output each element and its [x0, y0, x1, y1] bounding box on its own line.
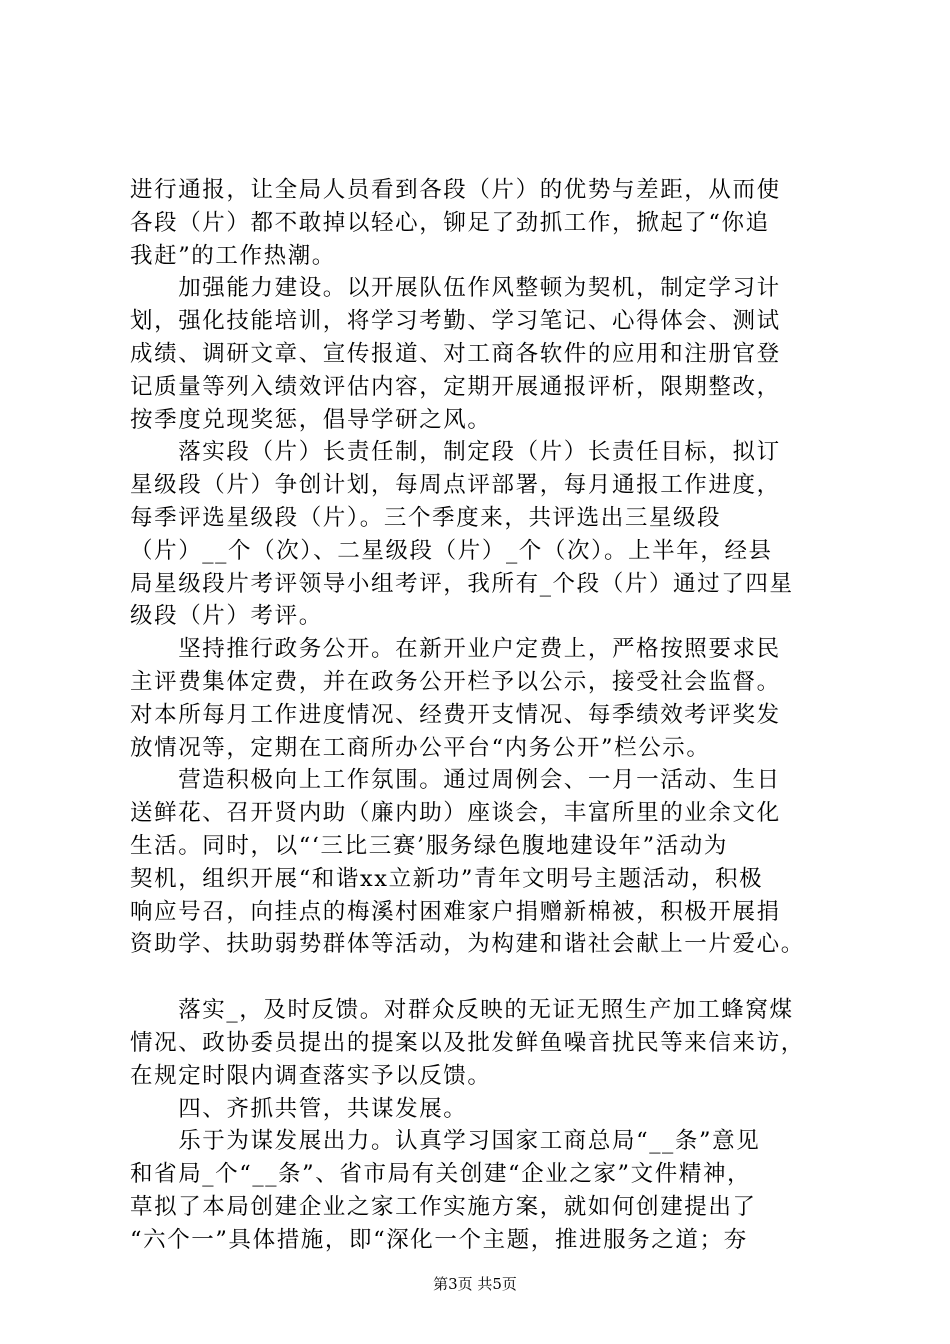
paragraph-gap	[130, 961, 850, 994]
text-line: 成绩、调研文章、宣传报道、对工商各软件的应用和注册官登	[130, 340, 781, 367]
text-line: 局星级段片考评领导小组考评，我所有_个段（片）通过了四星	[130, 570, 794, 597]
text-line: 主评费集体定费，并在政务公开栏予以公示，接受社会监督。	[130, 668, 781, 695]
text-line: 资助学、扶助弱势群体等活动，为构建和谐社会献上一片爱心。	[130, 931, 805, 958]
text-line: 落实段（片）长责任制，制定段（片）长责任目标，拟订	[130, 439, 781, 466]
page-footer	[0, 1274, 950, 1294]
text-line: 草拟了本局创建企业之家工作实施方案，就如何创建提出了	[130, 1193, 757, 1220]
text-line: 坚持推行政务公开。在新开业户定费上，严格按照要求民	[130, 636, 781, 663]
text-line: 加强能力建设。以开展队伍作风整顿为契机，制定学习计	[130, 275, 781, 302]
text-line: 和省局_个“__条”、省市局有关创建“企业之家”文件精神，	[130, 1161, 752, 1188]
text-line: 各段（片）都不敢掉以轻心，铆足了劲抓工作，掀起了“你追	[130, 209, 770, 236]
document-body	[130, 174, 850, 1257]
text-line: 记质量等列入绩效评估内容，定期开展通报评析，限期整改，	[130, 373, 781, 400]
text-line: 营造积极向上工作氛围。通过周例会、一月一活动、生日	[130, 767, 781, 794]
text-line: 划，强化技能培训，将学习考勤、学习笔记、心得体会、测试	[130, 308, 781, 335]
page-indicator: 第3页 共5页	[433, 1275, 517, 1293]
text-line: 情况、政协委员提出的提案以及批发鲜鱼噪音扰民等来信来访，	[130, 1029, 805, 1056]
text-line: 放情况等，定期在工商所办公平台“内务公开”栏公示。	[130, 734, 711, 761]
text-line: 生活。同时，以“‘三比三赛’服务绿色腹地建设年”活动为	[130, 832, 729, 859]
text-line: 落实_，及时反馈。对群众反映的无证无照生产加工蜂窝煤	[130, 997, 794, 1024]
text-line: 级段（片）考评。	[130, 603, 323, 630]
text-line: 对本所每月工作进度情况、经费开支情况、每季绩效考评奖发	[130, 701, 781, 728]
text-line: 乐于为谋发展出力。认真学习国家工商总局“__条”意见	[130, 1128, 761, 1155]
text-line: 进行通报，让全局人员看到各段（片）的优势与差距，从而使	[130, 177, 781, 203]
text-line: （片）__个（次）、二星级段（片）_个（次）。上半年，经县	[130, 537, 773, 564]
section-heading: 四、齐抓共管，共谋发展。	[130, 1095, 468, 1122]
text-line: 我赶”的工作热潮。	[130, 242, 336, 269]
text-line: 按季度兑现奖惩，倡导学研之风。	[130, 406, 492, 433]
text-line: 每季评选星级段（片）。三个季度来，共评选出三星级段	[130, 504, 722, 531]
text-line: 送鲜花、召开贤内助（廉内助）座谈会，丰富所里的业余文化	[130, 800, 781, 827]
text-line: 在规定时限内调查落实予以反馈。	[130, 1062, 492, 1089]
text-line: 星级段（片）争创计划，每周点评部署，每月通报工作进度，	[130, 472, 781, 499]
text-line: 响应号召，向挂点的梅溪村困难家户捐赠新棉被，积极开展捐	[130, 898, 781, 925]
text-line: “六个一”具体措施，即“深化一个主题，推进服务之道；夯	[130, 1226, 748, 1253]
text-line: 契机，组织开展“和谐xx立新功”青年文明号主题活动，积极	[130, 865, 764, 892]
